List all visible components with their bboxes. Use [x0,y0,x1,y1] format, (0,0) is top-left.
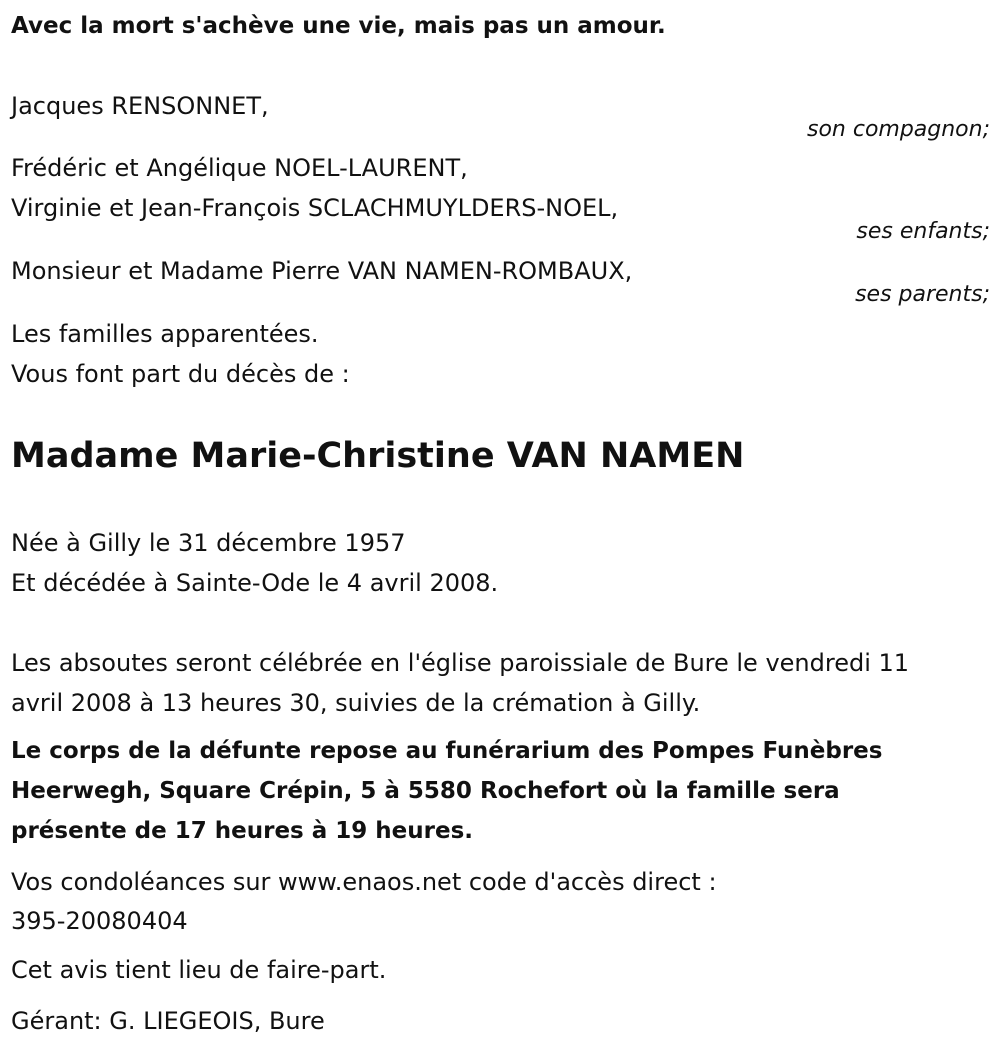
family-child-1-name: Frédéric et Angélique NOEL-LAURENT, [11,154,468,182]
family-parents-name: Monsieur et Madame Pierre VAN NAMEN-ROMBAUX, [11,257,633,285]
death-line: Et décédée à Sainte-Ode le 4 avril 2008. [11,569,499,597]
manager-line: Gérant: G. LIEGEOIS, Bure [11,1007,325,1035]
family-companion-name: Jacques RENSONNET, [11,92,269,120]
funerarium-line-2: Heerwegh, Square Crépin, 5 à 5580 Rochefort où la famille sera [11,778,840,804]
family-companion-relation: son compagnon; [806,117,990,142]
epigraph: Avec la mort s'achève une vie, mais pas un amour. [11,13,666,39]
announce-line: Vous font part du décès de : [11,360,350,388]
family-children-relation: ses enfants; [856,219,990,244]
funerarium-line-1: Le corps de la défunte repose au funérarium des Pompes Funèbres [11,738,883,764]
family-child-2-name: Virginie et Jean-François SCLACHMUYLDERS-NOEL, [11,194,619,222]
condolences-line-1: Vos condoléances sur www.enaos.net code d'accès direct : [11,868,717,896]
notice-line: Cet avis tient lieu de faire-part. [11,956,387,984]
condolences-code: 395-20080404 [11,907,188,935]
families-line: Les familles apparentées. [11,320,319,348]
funerarium-line-3: présente de 17 heures à 19 heures. [11,818,473,844]
family-parents-relation: ses parents; [855,282,990,307]
birth-line: Née à Gilly le 31 décembre 1957 [11,529,406,557]
ceremony-line-2: avril 2008 à 13 heures 30, suivies de la crémation à Gilly. [11,689,701,717]
ceremony-line-1: Les absoutes seront célébrée en l'église paroissiale de Bure le vendredi 11 [11,649,910,677]
deceased-name: Madame Marie-Christine VAN NAMEN [11,436,745,476]
